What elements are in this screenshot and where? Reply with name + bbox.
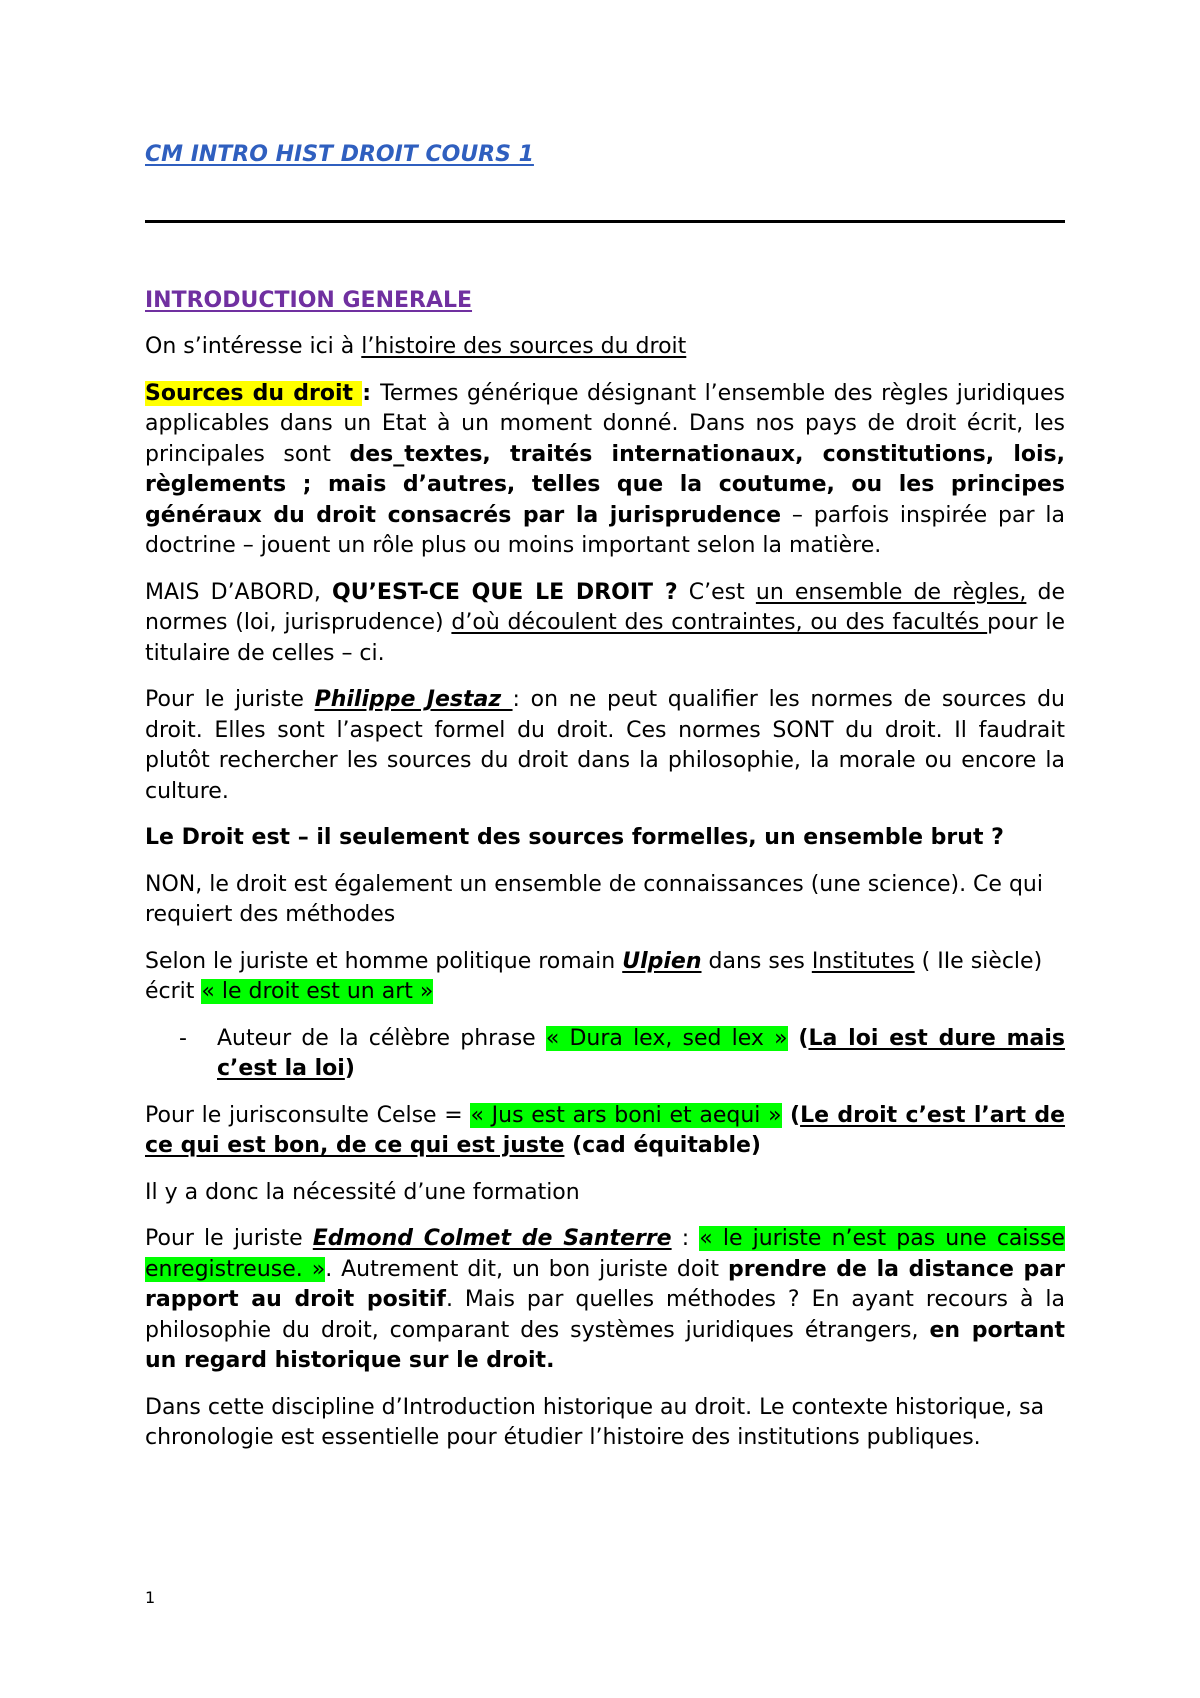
author-name: Ulpien: [622, 948, 702, 974]
highlighted-quote: « le droit est un art »: [201, 979, 434, 1004]
paragraph-jestaz: [145, 685, 1065, 807]
paragraph-text: C’est: [677, 579, 756, 605]
paragraph-definition: [145, 379, 1065, 562]
bullet-dash: -: [179, 1025, 187, 1051]
highlighted-quote: « Dura lex, sed lex »: [545, 1025, 788, 1051]
document-title: CM INTRO HIST DROIT COURS 1: [145, 142, 534, 167]
bold-translation: Le droit c’est l’art de ce qui est bon, de ce qui est juste: [145, 1102, 1066, 1158]
highlighted-quote: « Jus est ars boni et aequi »: [470, 1102, 782, 1128]
paragraph-text: . Mais par quelles méthodes ? En ayant recours à la philosophie du droit, comparant des systèmes juridiques étrangers,: [145, 1287, 1065, 1343]
paragraph-text: On s’intéresse ici à: [145, 334, 362, 359]
paragraph-text: Pour le juriste: [145, 1226, 313, 1251]
author-name: Edmond Colmet de Santerre: [312, 1226, 672, 1251]
paragraph-text: Auteur de la célèbre phrase: [217, 1025, 546, 1051]
list-item: [145, 1024, 1065, 1085]
paren-close: ): [344, 1056, 355, 1081]
bold-phrase: des_textes, traités internationaux, constitutions, lois, règlements ; mais d’autres, telles que la coutume, ou les principes généraux du droit consacrés par la jurisprudence: [145, 441, 1065, 528]
paren-open: (: [781, 1102, 801, 1128]
horizontal-rule: [145, 220, 1065, 223]
paragraph-text: pour le titulaire de celles – ci.: [145, 610, 1066, 666]
bold-phrase: (cad équitable): [564, 1133, 761, 1158]
document-body: [145, 332, 1065, 1470]
bold-phrase: prendre de la distance par rapport au droit positif: [145, 1256, 1065, 1312]
paragraph-text: Pour le juriste: [145, 687, 315, 712]
paragraph-text: Pour le jurisconsulte Celse =: [145, 1102, 471, 1128]
paren-open: (: [787, 1025, 809, 1051]
paragraph-question: [145, 578, 1065, 670]
paragraph-text: :: [671, 1226, 700, 1251]
highlighted-quote: « le juriste n’est pas une caisse enregistreuse. »: [145, 1226, 1065, 1282]
paragraph-text: Termes générique désignant l’ensemble des règles juridiques applicables dans un Etat à un moment donné. Dans nos pays de droit écrit, les principales sont: [145, 380, 1065, 467]
paragraph-text: Selon le juriste et homme politique romain: [145, 948, 623, 974]
section-heading: INTRODUCTION GENERALE: [145, 288, 473, 313]
paragraph-text: dans ses: [701, 948, 812, 974]
underlined-phrase: d’où découlent des contraintes, ou des facultés: [451, 610, 988, 635]
paragraph-santerre: [145, 1224, 1065, 1377]
paragraph-text: . Autrement dit, un bon juriste doit: [325, 1256, 728, 1282]
paragraph-intro: [145, 332, 1065, 363]
paragraph-text: : on ne peut qualifier les normes de sources du droit. Elles sont l’aspect formel du droit. Ces normes SONT du droit. Il faudrait plutôt rechercher les sources du droit dans la philosophie, la morale ou encore la culture.: [145, 687, 1065, 804]
colon: :: [362, 380, 381, 406]
bold-translation: La loi est dure mais c’est la loi: [217, 1025, 1065, 1081]
bold-question: QU’EST-CE QUE LE DROIT ?: [332, 579, 678, 605]
paragraph-celse: [145, 1101, 1065, 1162]
underlined-phrase: l’histoire des sources du droit: [361, 334, 687, 359]
underlined-phrase: Institutes: [811, 948, 915, 974]
paragraph-text: ( IIe siècle) écrit: [145, 948, 1043, 1004]
underlined-phrase: un ensemble de règles,: [755, 579, 1027, 605]
highlighted-term: Sources du droit: [145, 380, 363, 406]
list-item-text: [217, 1024, 1065, 1085]
author-name: Philippe Jestaz: [314, 687, 513, 712]
paragraph-discipline: Dans cette discipline d’Introduction historique au droit. Le contexte historique, sa chronologie est essentielle pour étudier l’histoire des institutions publiques.: [145, 1394, 1045, 1450]
paragraph-science: NON, le droit est également un ensemble de connaissances (une science). Ce qui requiert des méthodes: [145, 871, 1043, 927]
paragraph-ulpien: [145, 947, 1065, 1008]
paragraph-formation: Il y a donc la nécessité d’une formation: [145, 1179, 580, 1205]
paragraph-text: MAIS D’ABORD,: [145, 579, 332, 605]
paragraph-bold-question: Le Droit est – il seulement des sources formelles, un ensemble brut ?: [145, 825, 1004, 850]
paragraph-text: – parfois inspirée par la doctrine – jouent un rôle plus ou moins important selon la matière.: [145, 502, 1065, 558]
bold-phrase: en portant un regard historique sur le droit.: [145, 1317, 1065, 1373]
page-number: 1: [145, 1588, 156, 1607]
paragraph-text: de normes (loi, jurisprudence): [145, 579, 1066, 635]
